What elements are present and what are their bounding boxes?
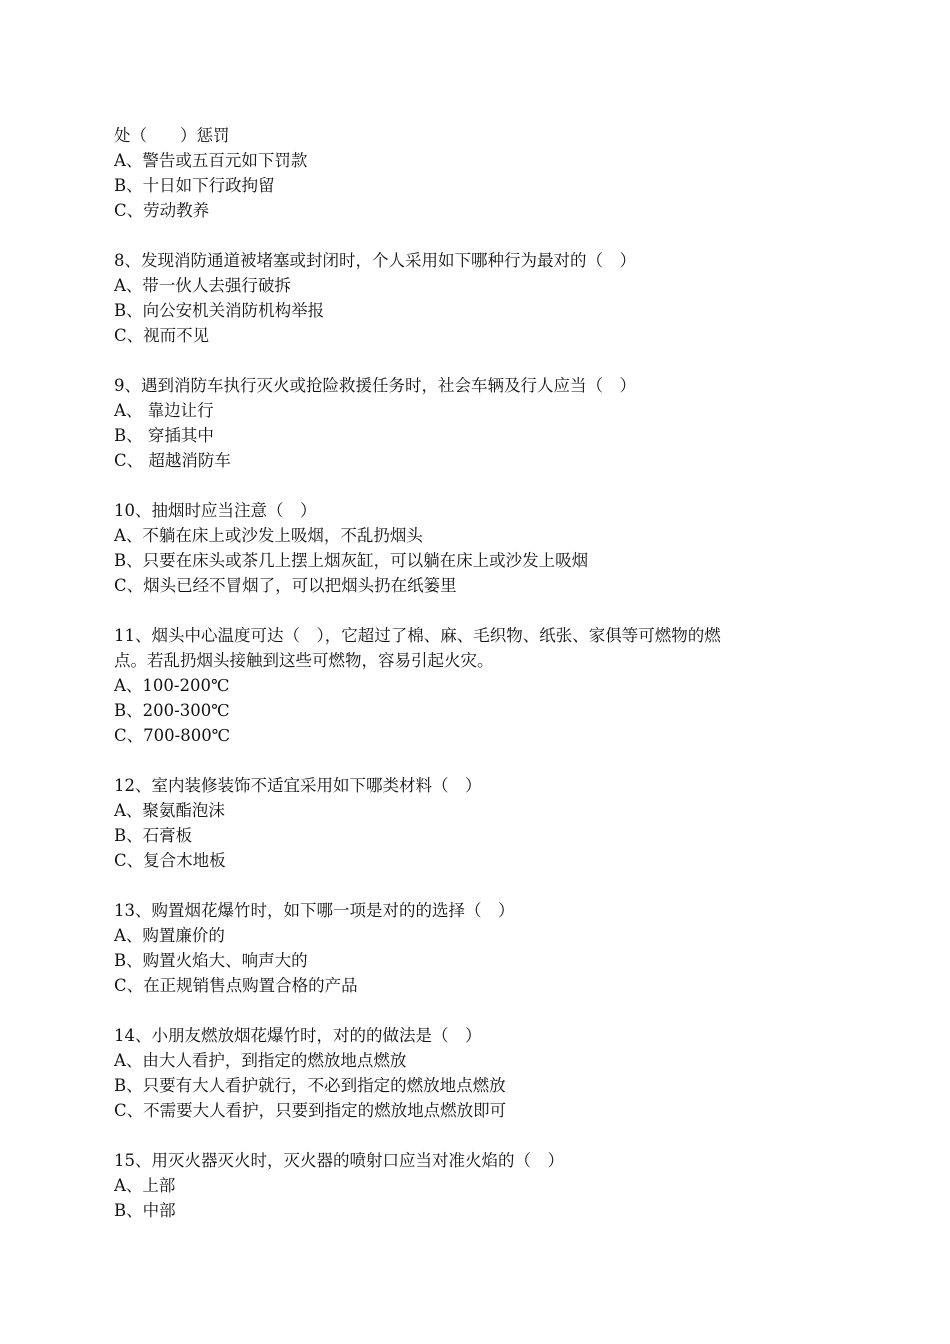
question-text: 处（ ）惩罚 <box>114 126 230 145</box>
option-b: B、购置火焰大、响声大的 <box>114 951 308 970</box>
question-12 <box>114 773 849 873</box>
question-13 <box>114 898 849 998</box>
question-text: 13、购置烟花爆竹时，如下哪一项是对的的选择（ ） <box>114 901 515 920</box>
question-text: 10、抽烟时应当注意（ ） <box>114 501 317 520</box>
option-a: A、带一伙人去强行破拆 <box>114 276 291 295</box>
option-a: A、警告或五百元如下罚款 <box>114 151 308 170</box>
question-14 <box>114 1023 849 1123</box>
option-c: C、 超越消防车 <box>114 451 231 470</box>
question-text: 8、发现消防通道被堵塞或封闭时，个人采用如下哪种行为最对的（ ） <box>114 251 636 270</box>
option-a: A、 靠边让行 <box>114 401 214 420</box>
option-b: B、中部 <box>114 1201 176 1220</box>
option-c: C、在正规销售点购置合格的产品 <box>114 976 358 995</box>
option-b: B、只要在床头或茶几上摆上烟灰缸，可以躺在床上或沙发上吸烟 <box>114 551 589 570</box>
question-10 <box>114 498 849 598</box>
question-text: 11、烟头中心温度可达（ ），它超过了棉、麻、毛织物、纸张、家俱等可燃物的燃 <box>114 626 721 645</box>
option-b: B、十日如下行政拘留 <box>114 176 275 195</box>
option-c: C、劳动教养 <box>114 201 210 220</box>
option-c: C、700-800℃ <box>114 726 231 745</box>
question-text: 12、室内装修装饰不适宜采用如下哪类材料（ ） <box>114 776 482 795</box>
option-c: C、视而不见 <box>114 326 210 345</box>
option-b: B、 穿插其中 <box>114 426 214 445</box>
question-text: 9、遇到消防车执行灭火或抢险救援任务时，社会车辆及行人应当（ ） <box>114 376 636 395</box>
question-15 <box>114 1148 849 1223</box>
question-7 <box>114 123 849 223</box>
question-text: 14、小朋友燃放烟花爆竹时，对的的做法是（ ） <box>114 1026 482 1045</box>
option-b: B、向公安机关消防机构举报 <box>114 301 325 320</box>
option-c: C、复合木地板 <box>114 851 226 870</box>
question-9 <box>114 373 849 473</box>
option-b: B、石膏板 <box>114 826 193 845</box>
question-text: 15、用灭火器灭火时，灭火器的喷射口应当对准火焰的（ ） <box>114 1151 564 1170</box>
option-b: B、200-300℃ <box>114 701 230 720</box>
option-a: A、100-200℃ <box>114 676 230 695</box>
option-c: C、不需要大人看护，只要到指定的燃放地点燃放即可 <box>114 1101 507 1120</box>
option-a: A、不躺在床上或沙发上吸烟，不乱扔烟头 <box>114 526 423 545</box>
option-c: C、烟头已经不冒烟了，可以把烟头扔在纸篓里 <box>114 576 457 595</box>
option-a: A、由大人看护，到指定的燃放地点燃放 <box>114 1051 407 1070</box>
question-11 <box>114 623 849 748</box>
question-text-continued: 点。若乱扔烟头接触到这些可燃物，容易引起火灾。 <box>114 651 494 670</box>
option-a: A、上部 <box>114 1176 176 1195</box>
option-a: A、购置廉价的 <box>114 926 225 945</box>
option-b: B、只要有大人看护就行，不必到指定的燃放地点燃放 <box>114 1076 506 1095</box>
question-8 <box>114 248 849 348</box>
option-a: A、聚氨酯泡沫 <box>114 801 225 820</box>
document-page <box>114 123 849 1248</box>
